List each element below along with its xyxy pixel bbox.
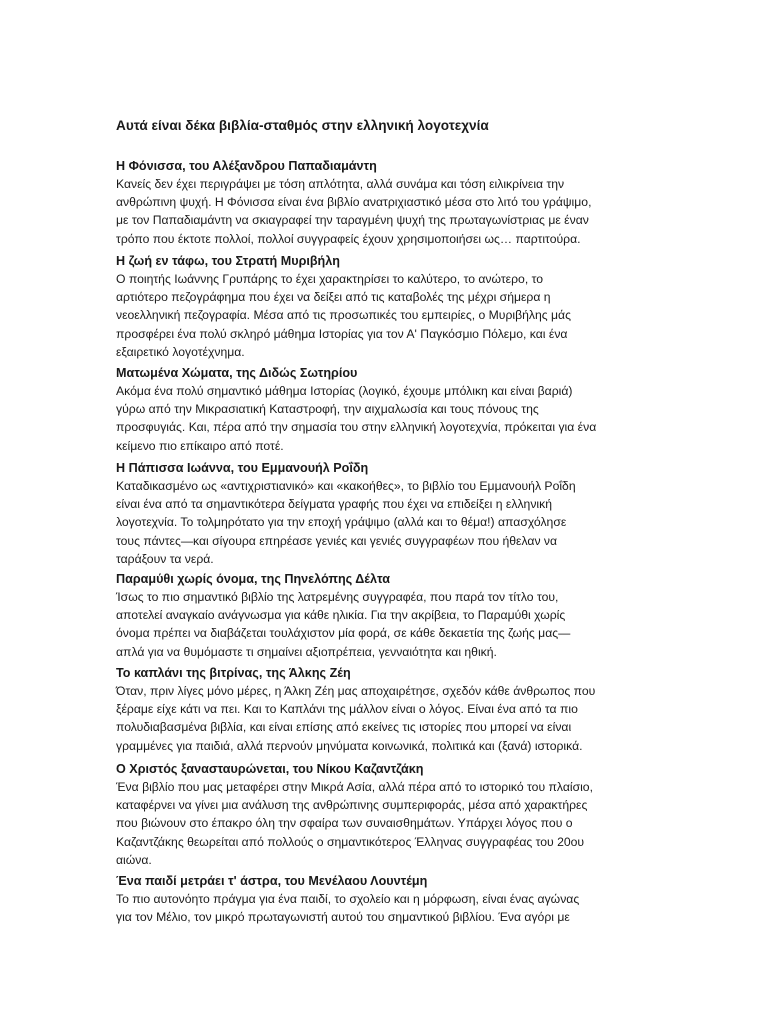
section-zoi-en-tafo (116, 252, 641, 361)
section-body (116, 270, 641, 361)
section-body (116, 477, 641, 568)
body-line: κείμενο πιο επίκαιρο από ποτέ. (116, 438, 284, 453)
section-body (116, 682, 641, 755)
body-line: ανθρώπινη ψυχή. Η Φόνισσα είναι ένα βιβλίο ανατριχιαστικό μέσα στο λιτό του γράψιμο, (116, 195, 592, 210)
section-papissa-ioanna (116, 459, 641, 568)
body-line: Ακόμα ένα πολύ σημαντικό μάθημα Ιστορίας (λογικό, έχουμε μπόλικη και είναι βαριά) (116, 384, 573, 398)
section-heading: Ματωμένα Χώματα, της Διδώς Σωτηρίου (116, 366, 358, 380)
body-line: απλά για να θυμόμαστε τι σημαίνει αξιοπρέπεια, γενναιότητα και ηθική. (116, 644, 497, 659)
body-line: λογοτεχνία. Το τολμηρότατο για την εποχή γράψιμο (αλλά και το θέμα!) απασχόλησε (116, 515, 567, 530)
body-line: Ο ποιητής Ιωάννης Γρυπάρης το έχει χαρακτηρίσει το καλύτερο, το ανώτερο, το (116, 272, 544, 286)
body-line: εξαιρετικό λογοτέχνημα. (116, 344, 245, 359)
section-heading: Η ζωή εν τάφω, του Στρατή Μυριβήλη (116, 254, 340, 268)
section-ena-paidi (116, 872, 641, 926)
body-line: γύρω από την Μικρασιατική Καταστροφή, την αιχμαλωσία και τους πόνους της (116, 402, 539, 417)
section-fonissa (116, 157, 641, 248)
body-line: αρτιότερο πεζογράφημα που έχει να δείξει από τις καταβολές της μέχρι σήμερα η (116, 290, 551, 305)
section-matomena-xomata (116, 364, 641, 455)
body-line: Κανείς δεν έχει περιγράψει με τόση απλότητα, αλλά συνάμα και τόση ειλικρίνεια την (116, 177, 565, 191)
section-heading: Το καπλάνι της βιτρίνας, της Άλκης Ζέη (116, 666, 351, 680)
body-line: που βιώνουν στο έπακρο όλη την σφαίρα των συναισθημάτων. Υπάρχει λόγος που ο (116, 816, 573, 831)
section-heading: Η Πάπισσα Ιωάννα, του Εμμανουήλ Ροΐδη (116, 461, 369, 475)
body-line: με τον Παπαδιαμάντη να σκιαγραφεί την ταραγμένη ψυχή της πρωταγωνίστριας με έναν (116, 213, 589, 228)
body-line: για τον Μέλιο, τον μικρό πρωταγωνιστή αυτού του σημαντικού βιβλίου. Ένα αγόρι με (116, 910, 570, 925)
body-line: προσφέρει ένα πολύ σκληρό μάθημα Ιστορίας για τον Α' Παγκόσμιο Πόλεμο, και ένα (116, 326, 568, 341)
document-title: Αυτά είναι δέκα βιβλία-σταθμός στην ελληνική λογοτεχνία (116, 118, 489, 133)
body-line: είναι ένα από τα σημαντικότερα δείγματα γραφής που έχει να επιδείξει η ελληνική (116, 497, 552, 512)
body-line: Το πιο αυτονόητο πράγμα για ένα παιδί, το σχολείο και η μόρφωση, είναι ένας αγώνας (116, 892, 580, 906)
body-line: αποτελεί αναγκαίο ανάγνωσμα για κάθε ηλικία. Για την ακρίβεια, το Παραμύθι χωρίς (116, 608, 566, 623)
section-body (116, 778, 641, 869)
section-xristos (116, 760, 641, 869)
body-line: γραμμένες για παιδιά, αλλά περνούν μηνύματα κοινωνικά, πολιτικά και (ξανά) ιστορικά. (116, 738, 583, 753)
body-line: Ίσως το πιο σημαντικό βιβλίο της λατρεμένης συγγραφέα, που παρά τον τίτλο του, (116, 590, 559, 604)
section-heading: Ένα παιδί μετράει τ' άστρα, του Μενέλαου Λουντέμη (116, 874, 428, 888)
body-line: νεοελληνική πεζογραφία. Μέσα από τις προσωπικές του εμπειρίες, ο Μυριβήλης μάς (116, 308, 571, 323)
section-paramythi (116, 570, 641, 661)
body-line: τρόπο που έκτοτε πολλοί, πολλοί συγγραφείς έχουν χρησιμοποιήσει ως… παρτιτούρα. (116, 231, 581, 246)
body-line: όνομα πρέπει να διαβάζεται τουλάχιστον μία φορά, σε κάθε δεκαετία της ζωής μας— (116, 626, 571, 641)
body-line: ταράξουν τα νερά. (116, 551, 214, 566)
body-line: τους πάντες—και σίγουρα επηρέασε γενιές και γενιές συγγραφέων που ήθελαν να (116, 533, 558, 548)
body-line: προσφυγιάς. Και, πέρα από την σημασία του στην ελληνική λογοτεχνία, πρόκειται για ένα (116, 420, 597, 435)
body-line: Καζαντζάκης θεωρείται από πολλούς ο σημαντικότερος Έλληνας συγγραφέας του 20ου (116, 834, 585, 849)
section-heading: Ο Χριστός ξανασταυρώνεται, του Νίκου Καζαντζάκη (116, 762, 424, 776)
body-line: ξέραμε είχε κάτι να πει. Και το Καπλάνι της μάλλον είναι ο λόγος. Είναι ένα από τα πιο (116, 702, 578, 717)
body-line: πολυδιαβασμένα βιβλία, και είναι επίσης από εκείνες τις ιστορίες που μπορεί να είναι (116, 720, 572, 735)
section-body (116, 175, 641, 248)
section-body (116, 588, 641, 661)
body-line: αιώνα. (116, 852, 152, 867)
body-line: Όταν, πριν λίγες μόνο μέρες, η Άλκη Ζέη μας αποχαιρέτησε, σχεδόν κάθε άνθρωπος που (116, 684, 596, 698)
section-body (116, 382, 641, 455)
section-kaplani (116, 664, 641, 755)
body-line: καταφέρνει να γίνει μια ανάλυση της ανθρώπινης συμπεριφοράς, μέσα από χαρακτήρες (116, 798, 588, 813)
body-line: Ένα βιβλίο που μας μεταφέρει στην Μικρά Ασία, αλλά πέρα από το ιστορικό του πλαίσιο, (116, 780, 593, 794)
section-body (116, 890, 641, 926)
body-line: Καταδικασμένο ως «αντιχριστιανικό» και «κακοήθες», το βιβλίο του Εμμανουήλ Ροΐδη (116, 479, 576, 493)
section-heading: Η Φόνισσα, του Αλέξανδρου Παπαδιαμάντη (116, 159, 377, 173)
section-heading: Παραμύθι χωρίς όνομα, της Πηνελόπης Δέλτα (116, 572, 390, 586)
